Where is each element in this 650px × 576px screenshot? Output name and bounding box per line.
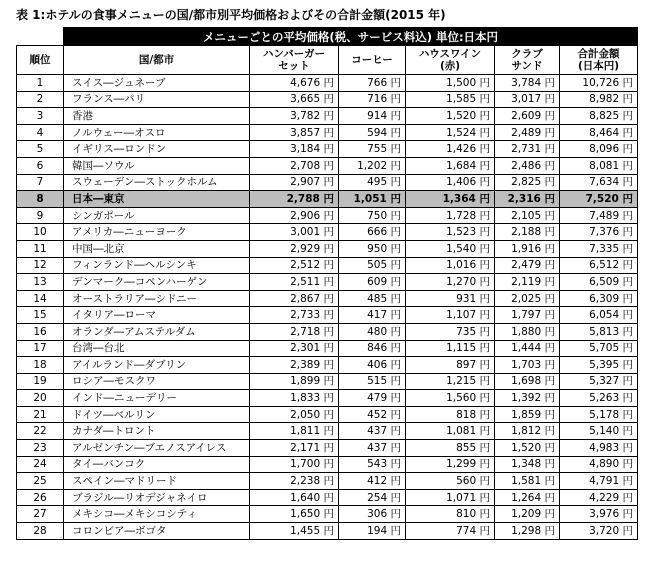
table-row: [17, 91, 638, 108]
cell-burger: 1,640 円: [250, 489, 339, 506]
cell-rank: 8: [17, 191, 64, 208]
cell-wine: 818 円: [406, 406, 495, 423]
table-row: [17, 423, 638, 440]
cell-city: オランダ―アムステルダム: [64, 323, 250, 340]
cell-burger: 1,833 円: [250, 390, 339, 407]
cell-total: 4,983 円: [560, 440, 638, 457]
cell-burger: 3,857 円: [250, 124, 339, 141]
cell-total: 8,081 円: [560, 157, 638, 174]
cell-coffee: 505 円: [339, 257, 406, 274]
table-row: [17, 456, 638, 473]
table-row: [17, 240, 638, 257]
cell-rank: 28: [17, 523, 64, 540]
cell-city: ロシア―モスクワ: [64, 373, 250, 390]
cell-total: 8,464 円: [560, 124, 638, 141]
cell-coffee: 437 円: [339, 423, 406, 440]
cell-total: 8,096 円: [560, 141, 638, 158]
table-row: [17, 506, 638, 523]
table-row: [17, 75, 638, 92]
cell-city: 韓国―ソウル: [64, 157, 250, 174]
cell-coffee: 594 円: [339, 124, 406, 141]
cell-club: 1,880 円: [495, 323, 560, 340]
cell-total: 5,178 円: [560, 406, 638, 423]
cell-club: 2,119 円: [495, 274, 560, 291]
col-header-club: クラブ サンド: [495, 46, 560, 75]
cell-rank: 26: [17, 489, 64, 506]
cell-total: 8,982 円: [560, 91, 638, 108]
table-row: [17, 489, 638, 506]
cell-burger: 2,718 円: [250, 323, 339, 340]
cell-city: アルゼンチン―ブエノスアイレス: [64, 440, 250, 457]
cell-club: 1,581 円: [495, 473, 560, 490]
cell-coffee: 914 円: [339, 108, 406, 125]
cell-burger: 2,708 円: [250, 157, 339, 174]
table-body: [17, 75, 638, 540]
cell-wine: 1,270 円: [406, 274, 495, 291]
table-row: [17, 357, 638, 374]
cell-wine: 810 円: [406, 506, 495, 523]
cell-rank: 21: [17, 406, 64, 423]
cell-burger: 4,676 円: [250, 75, 339, 92]
cell-burger: 3,001 円: [250, 224, 339, 241]
cell-rank: 17: [17, 340, 64, 357]
cell-coffee: 846 円: [339, 340, 406, 357]
cell-club: 2,188 円: [495, 224, 560, 241]
table-row: [17, 290, 638, 307]
cell-burger: 2,389 円: [250, 357, 339, 374]
cell-coffee: 437 円: [339, 440, 406, 457]
table-row: [17, 340, 638, 357]
table-banner-row: [17, 28, 638, 46]
cell-rank: 5: [17, 141, 64, 158]
cell-city: アイルランド―ダブリン: [64, 357, 250, 374]
cell-rank: 12: [17, 257, 64, 274]
cell-total: 5,263 円: [560, 390, 638, 407]
cell-rank: 27: [17, 506, 64, 523]
cell-club: 2,025 円: [495, 290, 560, 307]
cell-coffee: 1,051 円: [339, 191, 406, 208]
cell-club: 2,489 円: [495, 124, 560, 141]
cell-burger: 2,733 円: [250, 307, 339, 324]
cell-coffee: 543 円: [339, 456, 406, 473]
cell-total: 8,825 円: [560, 108, 638, 125]
cell-coffee: 609 円: [339, 274, 406, 291]
cell-burger: 1,899 円: [250, 373, 339, 390]
cell-rank: 15: [17, 307, 64, 324]
col-header-rank: 順位: [17, 46, 64, 75]
cell-wine: 1,728 円: [406, 207, 495, 224]
cell-wine: 560 円: [406, 473, 495, 490]
cell-wine: 855 円: [406, 440, 495, 457]
cell-total: 7,520 円: [560, 191, 638, 208]
cell-club: 3,017 円: [495, 91, 560, 108]
cell-burger: 1,650 円: [250, 506, 339, 523]
cell-coffee: 515 円: [339, 373, 406, 390]
cell-city: シンガポール: [64, 207, 250, 224]
cell-wine: 1,585 円: [406, 91, 495, 108]
cell-wine: 1,016 円: [406, 257, 495, 274]
cell-burger: 2,511 円: [250, 274, 339, 291]
cell-club: 1,703 円: [495, 357, 560, 374]
table-row: [17, 523, 638, 540]
cell-coffee: 480 円: [339, 323, 406, 340]
cell-wine: 897 円: [406, 357, 495, 374]
cell-club: 2,316 円: [495, 191, 560, 208]
cell-coffee: 950 円: [339, 240, 406, 257]
col-header-city: 国/都市: [64, 46, 250, 75]
cell-burger: 2,929 円: [250, 240, 339, 257]
cell-wine: 931 円: [406, 290, 495, 307]
cell-rank: 1: [17, 75, 64, 92]
cell-total: 5,813 円: [560, 323, 638, 340]
cell-burger: 2,788 円: [250, 191, 339, 208]
cell-rank: 22: [17, 423, 64, 440]
cell-burger: 2,171 円: [250, 440, 339, 457]
cell-total: 3,720 円: [560, 523, 638, 540]
cell-wine: 1,500 円: [406, 75, 495, 92]
cell-total: 7,335 円: [560, 240, 638, 257]
cell-city: カナダ―トロント: [64, 423, 250, 440]
cell-city: ノルウェー―オスロ: [64, 124, 250, 141]
cell-club: 1,444 円: [495, 340, 560, 357]
cell-club: 1,859 円: [495, 406, 560, 423]
cell-total: 6,509 円: [560, 274, 638, 291]
cell-club: 1,520 円: [495, 440, 560, 457]
price-table: [16, 27, 638, 540]
cell-total: 4,890 円: [560, 456, 638, 473]
table-row: [17, 473, 638, 490]
table-row: [17, 174, 638, 191]
cell-rank: 6: [17, 157, 64, 174]
cell-wine: 1,071 円: [406, 489, 495, 506]
column-header-row: [17, 46, 638, 75]
cell-total: 5,705 円: [560, 340, 638, 357]
cell-club: 1,392 円: [495, 390, 560, 407]
cell-coffee: 750 円: [339, 207, 406, 224]
cell-burger: 3,665 円: [250, 91, 339, 108]
cell-coffee: 452 円: [339, 406, 406, 423]
cell-total: 6,512 円: [560, 257, 638, 274]
table-row: [17, 207, 638, 224]
cell-wine: 1,540 円: [406, 240, 495, 257]
cell-coffee: 485 円: [339, 290, 406, 307]
cell-wine: 1,684 円: [406, 157, 495, 174]
cell-club: 1,264 円: [495, 489, 560, 506]
cell-total: 10,726 円: [560, 75, 638, 92]
cell-wine: 1,524 円: [406, 124, 495, 141]
cell-coffee: 716 円: [339, 91, 406, 108]
table-row-highlighted: [17, 191, 638, 208]
cell-burger: 2,238 円: [250, 473, 339, 490]
cell-city: ドイツ―ベルリン: [64, 406, 250, 423]
table-row: [17, 406, 638, 423]
cell-rank: 19: [17, 373, 64, 390]
cell-rank: 18: [17, 357, 64, 374]
cell-burger: 3,184 円: [250, 141, 339, 158]
cell-coffee: 495 円: [339, 174, 406, 191]
cell-wine: 1,426 円: [406, 141, 495, 158]
cell-wine: 1,107 円: [406, 307, 495, 324]
col-header-burger: ハンバーガー セット: [250, 46, 339, 75]
cell-wine: 1,299 円: [406, 456, 495, 473]
cell-city: スイス―ジュネーブ: [64, 75, 250, 92]
cell-city: スウェーデン―ストックホルム: [64, 174, 250, 191]
cell-burger: 2,867 円: [250, 290, 339, 307]
cell-total: 5,395 円: [560, 357, 638, 374]
cell-wine: 1,406 円: [406, 174, 495, 191]
cell-wine: 1,520 円: [406, 108, 495, 125]
cell-coffee: 254 円: [339, 489, 406, 506]
cell-coffee: 406 円: [339, 357, 406, 374]
cell-club: 2,825 円: [495, 174, 560, 191]
cell-club: 2,479 円: [495, 257, 560, 274]
cell-rank: 2: [17, 91, 64, 108]
table-banner: メニューごとの平均価格(税、サービス料込) 単位:日本円: [64, 28, 638, 46]
cell-city: タイ―バンコク: [64, 456, 250, 473]
cell-rank: 9: [17, 207, 64, 224]
cell-club: 1,812 円: [495, 423, 560, 440]
cell-city: イタリア―ローマ: [64, 307, 250, 324]
cell-burger: 2,301 円: [250, 340, 339, 357]
cell-wine: 735 円: [406, 323, 495, 340]
cell-rank: 23: [17, 440, 64, 457]
cell-city: コロンビア―ボゴタ: [64, 523, 250, 540]
cell-club: 1,348 円: [495, 456, 560, 473]
cell-coffee: 194 円: [339, 523, 406, 540]
cell-city: 台湾―台北: [64, 340, 250, 357]
cell-city: イギリス―ロンドン: [64, 141, 250, 158]
cell-city: デンマーク―コペンハーゲン: [64, 274, 250, 291]
cell-club: 2,105 円: [495, 207, 560, 224]
col-header-wine: ハウスワイン (赤): [406, 46, 495, 75]
cell-burger: 2,907 円: [250, 174, 339, 191]
cell-total: 4,791 円: [560, 473, 638, 490]
cell-city: フランス―パリ: [64, 91, 250, 108]
cell-club: 2,486 円: [495, 157, 560, 174]
cell-total: 6,309 円: [560, 290, 638, 307]
cell-club: 2,731 円: [495, 141, 560, 158]
col-header-total: 合計金額 (日本円): [560, 46, 638, 75]
cell-burger: 2,512 円: [250, 257, 339, 274]
table-row: [17, 323, 638, 340]
banner-spacer: [17, 28, 64, 46]
cell-total: 6,054 円: [560, 307, 638, 324]
cell-rank: 4: [17, 124, 64, 141]
table-row: [17, 108, 638, 125]
cell-rank: 14: [17, 290, 64, 307]
cell-city: アメリカ―ニューヨーク: [64, 224, 250, 241]
cell-club: 1,916 円: [495, 240, 560, 257]
cell-wine: 1,364 円: [406, 191, 495, 208]
cell-burger: 1,811 円: [250, 423, 339, 440]
cell-city: インド―ニューデリー: [64, 390, 250, 407]
cell-wine: 774 円: [406, 523, 495, 540]
cell-burger: 1,455 円: [250, 523, 339, 540]
col-header-coffee: コーヒー: [339, 46, 406, 75]
page-title: 表 1:ホテルの食事メニューの国/都市別平均価格およびその合計金額(2015 年): [16, 8, 446, 22]
cell-rank: 25: [17, 473, 64, 490]
cell-burger: 2,906 円: [250, 207, 339, 224]
cell-coffee: 766 円: [339, 75, 406, 92]
cell-total: 7,376 円: [560, 224, 638, 241]
cell-coffee: 417 円: [339, 307, 406, 324]
cell-city: 日本―東京: [64, 191, 250, 208]
table-row: [17, 124, 638, 141]
table-row: [17, 440, 638, 457]
cell-club: 1,298 円: [495, 523, 560, 540]
cell-coffee: 479 円: [339, 390, 406, 407]
cell-city: 香港: [64, 108, 250, 125]
cell-total: 3,976 円: [560, 506, 638, 523]
cell-coffee: 412 円: [339, 473, 406, 490]
table-row: [17, 274, 638, 291]
cell-rank: 10: [17, 224, 64, 241]
cell-total: 5,140 円: [560, 423, 638, 440]
cell-club: 3,784 円: [495, 75, 560, 92]
cell-city: フィンランド―ヘルシンキ: [64, 257, 250, 274]
cell-club: 1,209 円: [495, 506, 560, 523]
cell-wine: 1,115 円: [406, 340, 495, 357]
cell-club: 1,698 円: [495, 373, 560, 390]
cell-club: 1,797 円: [495, 307, 560, 324]
table-row: [17, 257, 638, 274]
cell-rank: 24: [17, 456, 64, 473]
cell-total: 4,229 円: [560, 489, 638, 506]
cell-coffee: 1,202 円: [339, 157, 406, 174]
cell-city: 中国―北京: [64, 240, 250, 257]
cell-city: メキシコ―メキシコシティ: [64, 506, 250, 523]
table-row: [17, 390, 638, 407]
table-row: [17, 373, 638, 390]
cell-burger: 2,050 円: [250, 406, 339, 423]
cell-total: 5,327 円: [560, 373, 638, 390]
cell-wine: 1,081 円: [406, 423, 495, 440]
cell-city: オーストラリア―シドニー: [64, 290, 250, 307]
cell-wine: 1,523 円: [406, 224, 495, 241]
cell-coffee: 306 円: [339, 506, 406, 523]
cell-wine: 1,215 円: [406, 373, 495, 390]
cell-coffee: 666 円: [339, 224, 406, 241]
cell-rank: 7: [17, 174, 64, 191]
cell-club: 2,609 円: [495, 108, 560, 125]
table-row: [17, 141, 638, 158]
cell-total: 7,489 円: [560, 207, 638, 224]
cell-rank: 20: [17, 390, 64, 407]
cell-burger: 1,700 円: [250, 456, 339, 473]
cell-total: 7,634 円: [560, 174, 638, 191]
cell-rank: 13: [17, 274, 64, 291]
cell-rank: 16: [17, 323, 64, 340]
table-row: [17, 307, 638, 324]
cell-rank: 11: [17, 240, 64, 257]
table-row: [17, 224, 638, 241]
cell-rank: 3: [17, 108, 64, 125]
cell-burger: 3,782 円: [250, 108, 339, 125]
cell-coffee: 755 円: [339, 141, 406, 158]
cell-wine: 1,560 円: [406, 390, 495, 407]
cell-city: ブラジル―リオデジャネイロ: [64, 489, 250, 506]
cell-city: スペイン―マドリード: [64, 473, 250, 490]
table-row: [17, 157, 638, 174]
